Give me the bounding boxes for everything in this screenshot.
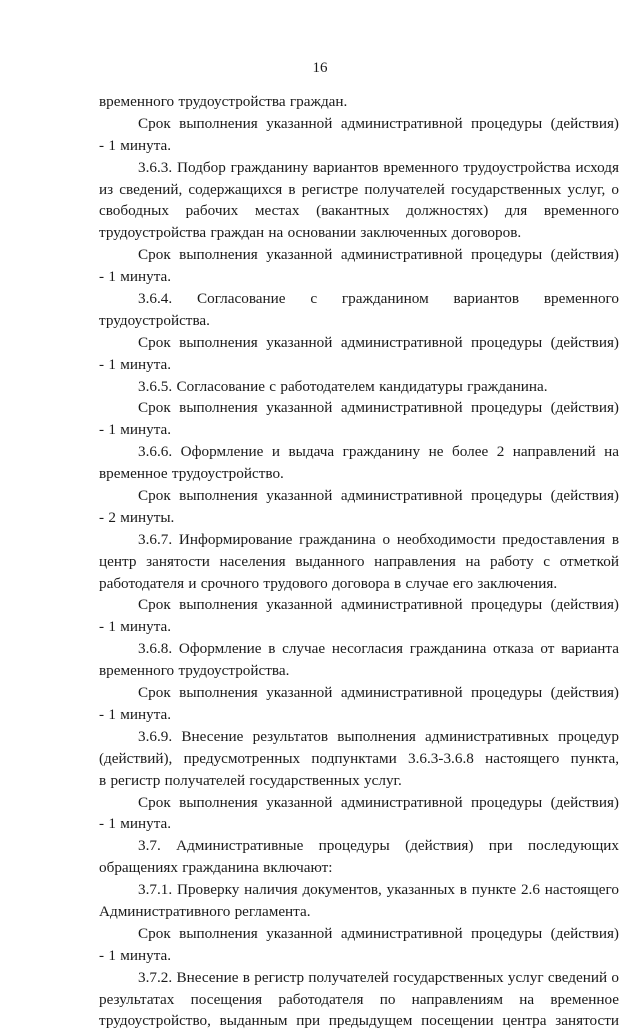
- text-line: центр занятости населения выданного направления на работу с отметкой: [99, 552, 619, 570]
- text-line: 3.6.3. Подбор гражданину вариантов временного трудоустройства исходя: [138, 158, 619, 176]
- text-line: Срок выполнения указанной административной процедуры (действия): [138, 684, 619, 702]
- text-line: - 1 минута.: [99, 268, 172, 286]
- text-line: Срок выполнения указанной административной процедуры (действия): [138, 246, 619, 264]
- text-line: - 1 минута.: [99, 815, 172, 833]
- text-line: 3.6.4. Согласование с гражданином вариантов временного: [138, 290, 619, 308]
- text-line: трудоустройство, выданным при предыдущем посещении центра занятости: [99, 1012, 619, 1030]
- text-line: трудоустройства граждан на основании заключенных договоров.: [99, 224, 522, 242]
- text-line: работодателя и срочного трудового договора в случае его заключения.: [99, 574, 558, 592]
- text-line: 3.6.9. Внесение результатов выполнения административных процедур: [138, 727, 619, 745]
- text-line: - 1 минута.: [99, 421, 172, 439]
- text-line: Срок выполнения указанной административной процедуры (действия): [138, 924, 619, 942]
- text-line: временное трудоустройство.: [99, 465, 284, 483]
- text-line: - 1 минута.: [99, 618, 172, 636]
- text-line: Срок выполнения указанной административной процедуры (действия): [138, 399, 619, 417]
- text-line: 3.7.2. Внесение в регистр получателей государственных услуг сведений о: [138, 968, 619, 986]
- text-line: результатах посещения работодателя по направлениям на временное: [99, 990, 619, 1008]
- text-line: - 1 минута.: [99, 946, 172, 964]
- text-line: (действий), предусмотренных подпунктами 3.6.3-3.6.8 настоящего пункта,: [99, 749, 619, 767]
- text-line: - 1 минута.: [99, 355, 172, 373]
- text-line: трудоустройства.: [99, 311, 210, 329]
- document-body: [99, 91, 619, 1032]
- text-line: временного трудоустройства.: [99, 662, 290, 680]
- text-line: из сведений, содержащихся в регистре получателей государственных услуг, о: [99, 180, 619, 198]
- text-line: Срок выполнения указанной административной процедуры (действия): [138, 333, 619, 351]
- page-number: 16: [312, 60, 328, 76]
- text-line: 3.6.5. Согласование с работодателем кандидатуры гражданина.: [138, 377, 548, 395]
- text-line: Срок выполнения указанной административной процедуры (действия): [138, 596, 619, 614]
- text-line: - 2 минуты.: [99, 508, 175, 526]
- text-line: 3.6.7. Информирование гражданина о необходимости предоставления в: [138, 530, 619, 548]
- text-line: 3.6.8. Оформление в случае несогласия гражданина отказа от варианта: [138, 640, 619, 658]
- text-line: 3.6.6. Оформление и выдача гражданину не более 2 направлений на: [138, 443, 619, 461]
- text-line: Срок выполнения указанной административной процедуры (действия): [138, 487, 619, 505]
- text-line: - 1 минута.: [99, 705, 172, 723]
- text-line: Административного регламента.: [99, 902, 311, 920]
- text-line: свободных рабочих местах (вакантных должностях) для временного: [99, 202, 619, 220]
- text-line: в регистр получателей государственных услуг.: [99, 771, 402, 789]
- text-line: временного трудоустройства граждан.: [99, 93, 348, 110]
- text-line: Срок выполнения указанной административной процедуры (действия): [138, 793, 619, 811]
- text-line: Срок выполнения указанной административной процедуры (действия): [138, 114, 619, 132]
- text-line: 3.7.1. Проверку наличия документов, указанных в пункте 2.6 настоящего: [138, 881, 619, 899]
- text-line: - 1 минута.: [99, 136, 172, 154]
- text-line: 3.7. Административные процедуры (действия) при последующих: [138, 837, 619, 855]
- text-line: обращениях гражданина включают:: [99, 859, 333, 877]
